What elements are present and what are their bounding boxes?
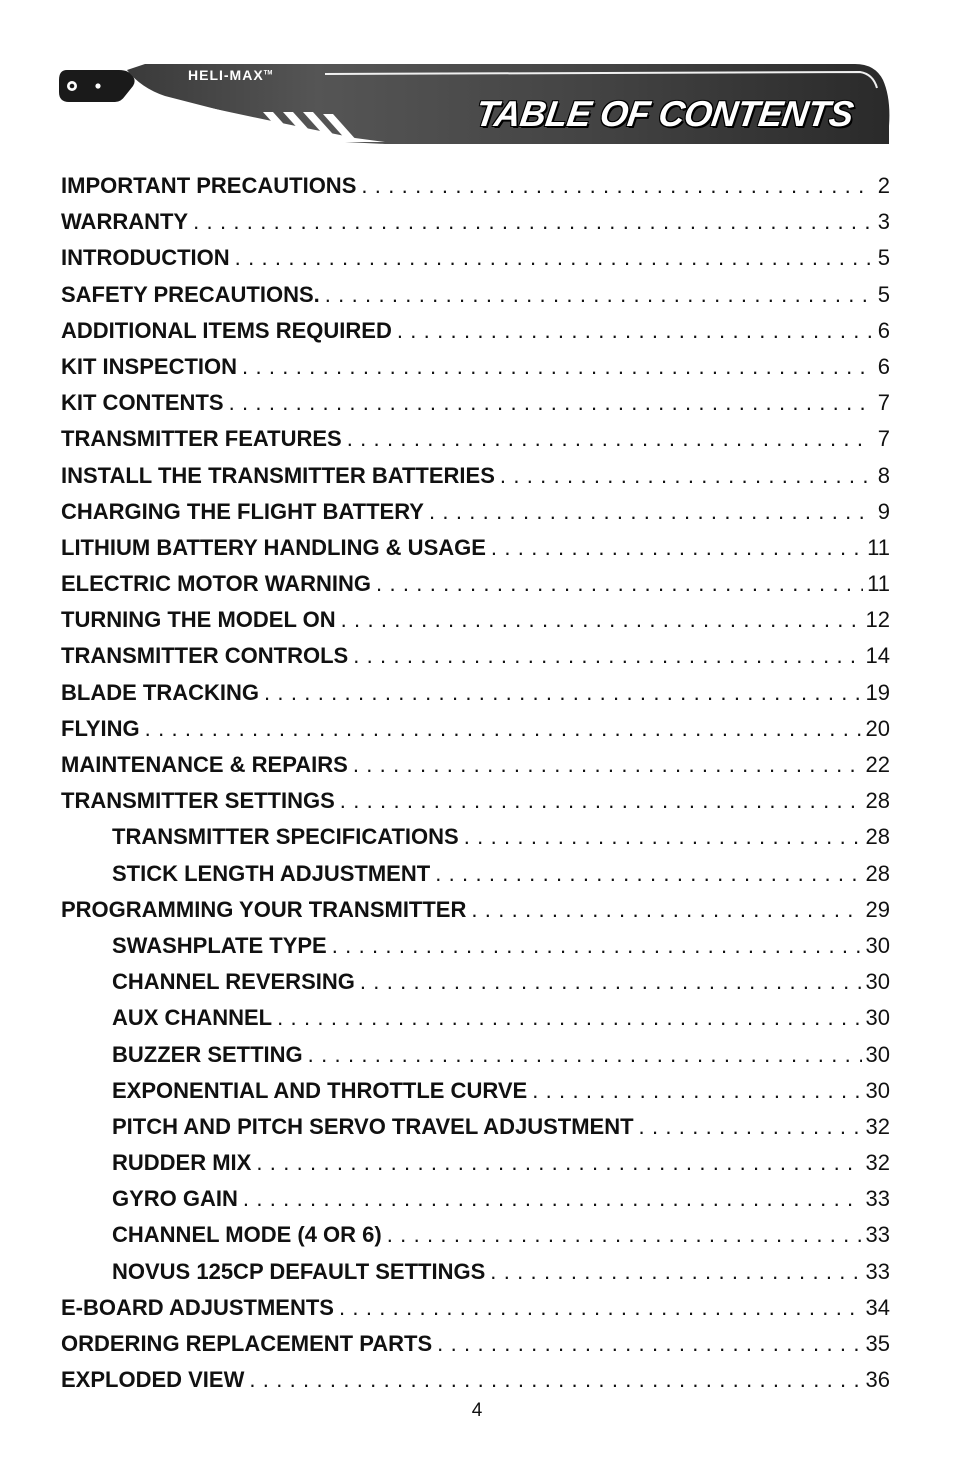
toc-entry[interactable]: [61, 458, 890, 494]
toc-entry-page: 7: [877, 390, 890, 416]
toc-leader-dots: [235, 240, 872, 276]
toc-entry-page: 30: [865, 1077, 890, 1103]
toc-entry-page: 30: [865, 1005, 890, 1031]
toc-entry-title: TRANSMITTER FEATURES: [61, 426, 342, 452]
toc-entry-page: 28: [865, 860, 890, 886]
toc-entry-page: 12: [865, 607, 890, 633]
toc-leader-dots: [532, 1073, 861, 1109]
toc-entry[interactable]: [61, 1073, 890, 1109]
toc-entry-title: E-BOARD ADJUSTMENTS: [61, 1294, 334, 1320]
toc-entry-page: 19: [865, 679, 890, 705]
toc-entry-page: 3: [877, 209, 890, 235]
toc-entry-title: TRANSMITTER SPECIFICATIONS: [112, 824, 459, 850]
toc-entry-page: 6: [877, 317, 890, 343]
toc-entry-title: ORDERING REPLACEMENT PARTS: [61, 1331, 433, 1356]
toc-entry-title: STICK LENGTH ADJUSTMENT: [112, 860, 431, 886]
toc-leader-dots: [256, 1145, 861, 1181]
toc-entry[interactable]: [61, 602, 890, 638]
toc-entry-page: 11: [867, 571, 890, 597]
toc-leader-dots: [376, 566, 863, 602]
header-banner: [55, 58, 895, 150]
toc-entry[interactable]: [61, 964, 890, 1000]
toc-leader-dots: [243, 1181, 862, 1217]
toc-entry-title: BUZZER SETTING: [112, 1041, 303, 1067]
toc-leader-dots: [339, 1290, 862, 1326]
toc-leader-dots: [341, 602, 862, 638]
toc-entry-title: ELECTRIC MOTOR WARNING: [61, 571, 372, 597]
toc-entry[interactable]: [61, 204, 890, 240]
toc-leader-dots: [471, 892, 861, 928]
toc-leader-dots: [361, 168, 872, 204]
toc-entry-page: 7: [877, 426, 890, 452]
toc-leader-dots: [249, 1362, 861, 1398]
toc-leader-dots: [464, 819, 862, 855]
toc-entry-title: MAINTENANCE & REPAIRS: [61, 752, 348, 777]
page-number: 4: [471, 1400, 483, 1421]
toc-entry-title: SWASHPLATE TYPE: [112, 932, 327, 958]
toc-entry[interactable]: [61, 1254, 890, 1290]
toc-entry-page: 9: [877, 498, 890, 524]
toc-entry[interactable]: [61, 1145, 890, 1181]
toc-entry-title: WARRANTY: [61, 209, 189, 235]
toc-entry-title: AUX CHANNEL: [112, 1005, 273, 1031]
toc-entry-page: 32: [865, 1113, 890, 1139]
toc-entry[interactable]: [61, 711, 890, 747]
toc-entry-title: ADDITIONAL ITEMS REQUIRED: [61, 317, 392, 343]
toc-entry[interactable]: [61, 494, 890, 530]
toc-leader-dots: [340, 783, 862, 819]
toc-leader-dots: [429, 494, 872, 530]
toc-entry-page: 30: [865, 932, 890, 958]
toc-entry-title: NOVUS 125CP DEFAULT SETTINGS: [112, 1258, 486, 1284]
toc-entry[interactable]: [61, 675, 890, 711]
toc-leader-dots: [277, 1000, 861, 1036]
toc-entry-page: 11: [867, 534, 890, 560]
toc-entry[interactable]: [61, 638, 890, 674]
toc-entry[interactable]: [61, 1362, 890, 1398]
brand-logo: HELI-MAX™: [188, 67, 273, 83]
toc-entry[interactable]: [61, 421, 890, 457]
toc-entry-page: 5: [877, 281, 890, 307]
toc-entry-page: 6: [877, 353, 890, 379]
toc-leader-dots: [308, 1037, 862, 1073]
toc-entry-page: 28: [865, 788, 890, 814]
toc-entry-page: 34: [865, 1294, 890, 1320]
toc-entry[interactable]: [61, 349, 890, 385]
toc-entry[interactable]: [61, 277, 890, 313]
toc-leader-dots: [145, 711, 862, 747]
toc-entry[interactable]: [61, 240, 890, 276]
toc-entry-title: IMPORTANT PRECAUTIONS: [61, 173, 357, 198]
toc-leader-dots: [353, 638, 861, 674]
toc-leader-dots: [193, 204, 872, 240]
toc-entry-title: TRANSMITTER CONTROLS: [61, 643, 349, 669]
toc-entry-title: TRANSMITTER SETTINGS: [61, 788, 335, 814]
toc-entry[interactable]: [61, 168, 890, 204]
toc-entry[interactable]: [61, 747, 890, 783]
toc-entry[interactable]: [61, 1181, 890, 1217]
toc-entry[interactable]: [61, 1000, 890, 1036]
toc-leader-dots: [500, 458, 872, 494]
toc-leader-dots: [229, 385, 872, 421]
toc-leader-dots: [264, 675, 862, 711]
toc-entry[interactable]: [61, 1109, 890, 1145]
toc-entry-title: RUDDER MIX: [112, 1150, 252, 1176]
page-title: TABLE OF CONTENTS: [473, 93, 856, 134]
toc-entry[interactable]: [61, 856, 890, 892]
toc-entry-page: 8: [877, 462, 890, 488]
toc-entry-page: 32: [865, 1150, 890, 1176]
toc-entry-page: 35: [865, 1331, 890, 1356]
toc-entry[interactable]: [61, 819, 890, 855]
toc-entry-title: PROGRAMMING YOUR TRANSMITTER: [61, 896, 467, 922]
toc-entry[interactable]: [61, 1217, 890, 1253]
toc-entry[interactable]: [61, 566, 890, 602]
toc-entry-title: LITHIUM BATTERY HANDLING & USAGE: [61, 534, 486, 560]
toc-leader-dots: [332, 928, 862, 964]
toc-leader-dots: [437, 1326, 861, 1362]
toc-entry[interactable]: [61, 385, 890, 421]
toc-entry-page: 28: [865, 824, 890, 850]
toc-entry-page: 33: [865, 1222, 890, 1248]
toc-leader-dots: [387, 1217, 862, 1253]
toc-entry-title: KIT INSPECTION: [61, 353, 238, 379]
toc-entry[interactable]: [61, 892, 890, 928]
toc-entry[interactable]: [61, 313, 890, 349]
toc-entry-title: EXPONENTIAL AND THROTTLE CURVE: [112, 1077, 528, 1103]
toc-leader-dots: [347, 421, 872, 457]
toc-entry-title: EXPLODED VIEW: [61, 1367, 245, 1393]
toc-entry-title: PITCH AND PITCH SERVO TRAVEL ADJUSTMENT: [112, 1113, 634, 1139]
toc-entry[interactable]: [61, 1290, 890, 1326]
toc-entry-title: CHANNEL REVERSING: [112, 969, 355, 995]
toc-leader-dots: [639, 1109, 862, 1145]
toc-entry-title: SAFETY PRECAUTIONS.: [61, 281, 320, 307]
table-of-contents: [61, 168, 890, 1398]
toc-entry-title: CHARGING THE FLIGHT BATTERY: [61, 498, 424, 524]
toc-entry-page: 14: [865, 643, 890, 669]
toc-leader-dots: [435, 856, 861, 892]
toc-leader-dots: [490, 1254, 861, 1290]
toc-entry-title: CHANNEL MODE (4 OR 6): [112, 1222, 382, 1248]
toc-entry-page: 30: [865, 1041, 890, 1067]
toc-leader-dots: [325, 277, 872, 313]
toc-entry[interactable]: [61, 1326, 890, 1362]
toc-entry-page: 2: [877, 173, 890, 198]
toc-entry-page: 22: [865, 752, 890, 777]
toc-entry[interactable]: [61, 928, 890, 964]
toc-entry-page: 29: [865, 896, 890, 922]
toc-entry-page: 30: [865, 969, 890, 995]
toc-entry[interactable]: [61, 1037, 890, 1073]
toc-entry[interactable]: [61, 783, 890, 819]
toc-entry-page: 33: [865, 1258, 890, 1284]
toc-leader-dots: [242, 349, 872, 385]
toc-entry-title: GYRO GAIN: [112, 1186, 238, 1212]
toc-leader-dots: [397, 313, 872, 349]
toc-entry-page: 36: [865, 1367, 890, 1393]
toc-leader-dots: [360, 964, 862, 1000]
toc-entry-page: 20: [865, 715, 890, 741]
toc-leader-dots: [353, 747, 862, 783]
toc-entry-title: TURNING THE MODEL ON: [61, 607, 336, 633]
toc-entry-title: KIT CONTENTS: [61, 390, 224, 416]
toc-entry-page: 5: [877, 245, 890, 271]
toc-entry-title: BLADE TRACKING: [61, 679, 259, 705]
toc-entry[interactable]: [61, 530, 890, 566]
toc-entry-title: INTRODUCTION: [61, 245, 230, 271]
toc-entry-title: FLYING: [61, 715, 140, 741]
toc-entry-page: 33: [865, 1186, 890, 1212]
toc-leader-dots: [491, 530, 863, 566]
toc-entry-title: INSTALL THE TRANSMITTER BATTERIES: [61, 462, 495, 488]
